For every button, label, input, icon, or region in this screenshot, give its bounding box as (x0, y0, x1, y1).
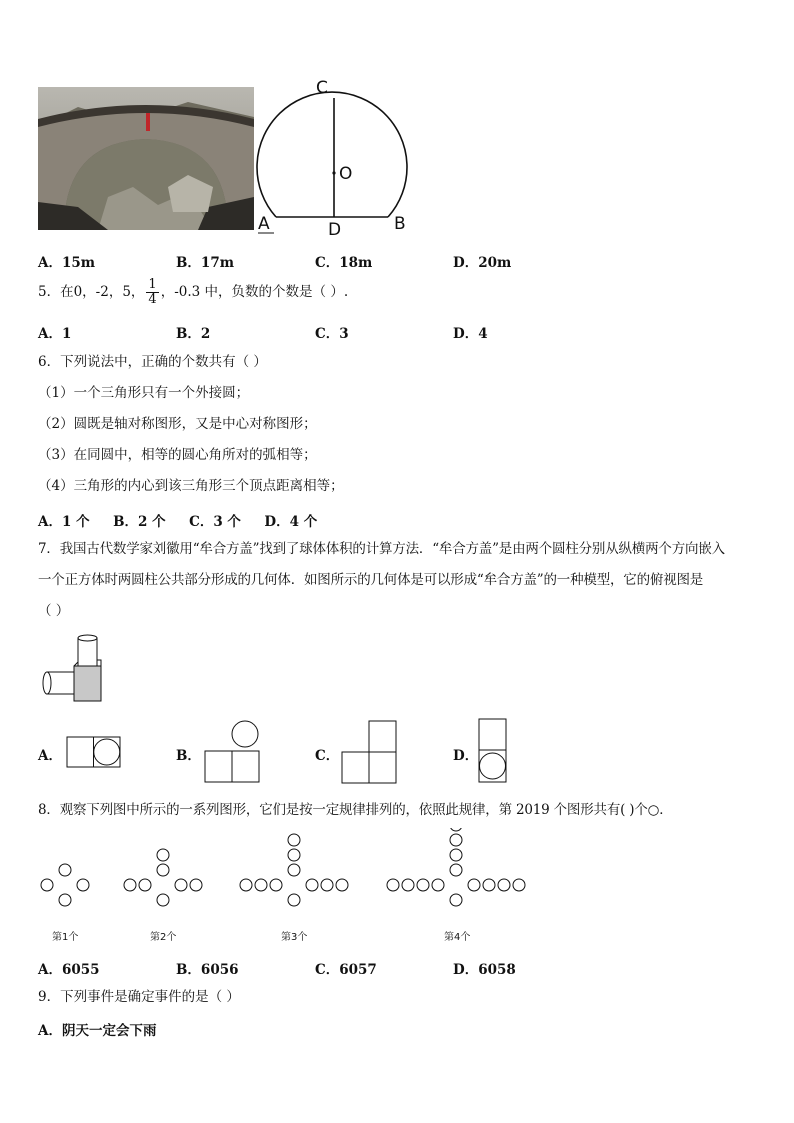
q8-stem: 8．观察下列图中所示的一系列图形，它们是按一定规律排列的，依照此规律，第 2019 个图形共有( )个○． (38, 802, 673, 818)
pattern-circle (432, 879, 444, 891)
pattern-circle (59, 864, 71, 876)
pattern-circle (157, 894, 169, 906)
pattern-circle (175, 879, 187, 891)
circle-pattern-figures (36, 828, 536, 948)
label-a: A (258, 214, 270, 234)
pattern-circle (306, 879, 318, 891)
q7-option-b-figure[interactable] (204, 718, 260, 788)
pattern-circle (468, 879, 480, 891)
label-o: O (339, 164, 353, 184)
q7-option-d-label[interactable]: D． (453, 748, 479, 764)
q8-option-c[interactable]: C．6057 (315, 962, 377, 978)
pattern-circle (288, 849, 300, 861)
pattern-circle (157, 864, 169, 876)
q9-stem: 9．下列事件是确定事件的是（ ） (38, 989, 240, 1005)
pattern-circle (483, 879, 495, 891)
pattern-circle (157, 849, 169, 861)
q7-option-a-label[interactable]: A． (38, 748, 62, 764)
arch-diagram (256, 80, 416, 240)
pattern-circle (124, 879, 136, 891)
pattern-circle (288, 864, 300, 876)
q4-option-a[interactable]: A．15m (38, 255, 96, 271)
bridge-photo (38, 87, 254, 230)
q6-item-4: （4）三角形的内心到该三角形三个顶点距离相等； (38, 478, 344, 494)
pattern-circle (417, 879, 429, 891)
pattern-circle (513, 879, 525, 891)
q6-item-2: （2）圆既是轴对称图形，又是中心对称图形； (38, 416, 317, 432)
q7-option-c-label[interactable]: C． (315, 748, 340, 764)
pattern-circle (402, 879, 414, 891)
q5-option-d[interactable]: D．4 (453, 326, 488, 342)
q6-item-1: （1）一个三角形只有一个外接圆； (38, 385, 250, 401)
cylinder-cube-model (40, 634, 106, 704)
caption-figure-2: 第2个 (150, 932, 177, 943)
q4-option-d[interactable]: D．20m (453, 255, 512, 271)
q7-option-a-figure[interactable] (66, 736, 122, 772)
pattern-circle (450, 864, 462, 876)
pattern-circle (41, 879, 53, 891)
pattern-circle (450, 849, 462, 861)
pattern-circle (450, 828, 462, 831)
q6-item-3: （3）在同圆中，相等的圆心角所对的弧相等； (38, 447, 317, 463)
pattern-circle (190, 879, 202, 891)
q5-option-a[interactable]: A．1 (38, 326, 72, 342)
pattern-circle (321, 879, 333, 891)
pattern-circle (77, 879, 89, 891)
q8-option-a[interactable]: A．6055 (38, 962, 100, 978)
pattern-circle (288, 834, 300, 846)
caption-figure-4: 第4个 (444, 932, 471, 943)
q5-stem: 5．在0，-2，5， $\frac{1}{4}$ ，-0.3 中，负数的个数是（ ）. (38, 277, 349, 307)
pattern-circle (59, 894, 71, 906)
q7-line-2: 一个正方体时两圆柱公共部分形成的几何体．如图所示的几何体是可以形成“牟合方盖”的一种模型，它的俯视图是 (38, 572, 704, 588)
q8-option-b[interactable]: B．6056 (176, 962, 239, 978)
q6-options[interactable]: A．1 个 B．2 个 C．3 个 D．4 个 (38, 514, 318, 530)
q5-option-b[interactable]: B．2 (176, 326, 211, 342)
q7-option-d-figure[interactable] (478, 718, 508, 788)
q6-stem: 6．下列说法中，正确的个数共有（ ） (38, 354, 267, 370)
pattern-circle (240, 879, 252, 891)
caption-figure-3: 第3个 (281, 932, 308, 943)
q8-option-d[interactable]: D．6058 (453, 962, 516, 978)
pattern-circle (255, 879, 267, 891)
q7-line-1: 7．我国古代数学家刘徽用“牟合方盖”找到了球体体积的计算方法．“牟合方盖”是由两个圆柱分别从纵横两个方向嵌入 (38, 541, 725, 557)
pattern-circle (498, 879, 510, 891)
q9-option-a[interactable]: A．阴天一定会下雨 (38, 1023, 157, 1039)
q7-option-b-label[interactable]: B． (176, 748, 201, 764)
fraction-one-quarter: $\frac{1}{4}$ (148, 277, 157, 307)
label-d: D (328, 220, 342, 240)
pattern-circle (336, 879, 348, 891)
pattern-circle (270, 879, 282, 891)
label-b: B (394, 214, 406, 234)
pattern-circle (450, 894, 462, 906)
pattern-circle (387, 879, 399, 891)
q4-option-b[interactable]: B．17m (176, 255, 234, 271)
q7-line-3: （ ） (38, 603, 70, 619)
pattern-circle (450, 834, 462, 846)
q7-option-c-figure[interactable] (341, 720, 397, 788)
pattern-circle (288, 894, 300, 906)
q5-option-c[interactable]: C．3 (315, 326, 349, 342)
caption-figure-1: 第1个 (52, 932, 79, 943)
label-c: C (316, 78, 328, 98)
pattern-circle (139, 879, 151, 891)
q4-option-c[interactable]: C．18m (315, 255, 373, 271)
